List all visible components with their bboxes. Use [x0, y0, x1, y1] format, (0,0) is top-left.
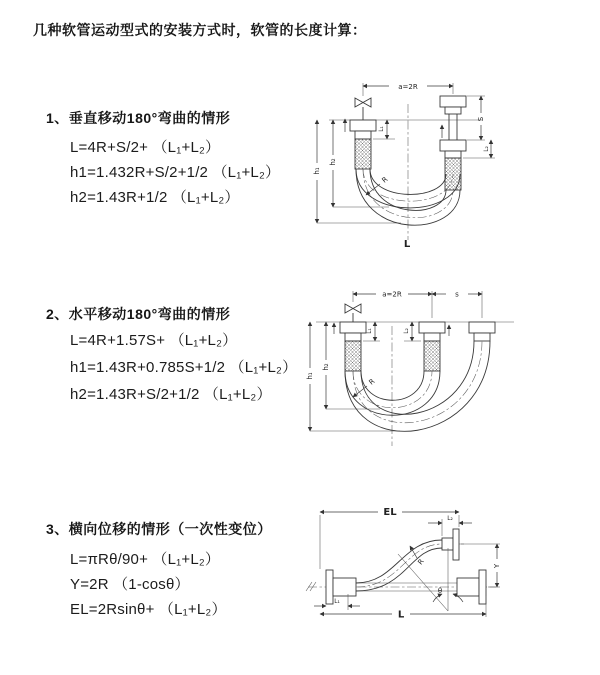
dim-label-l1: L₁ — [334, 599, 340, 605]
dim-label-r: R — [367, 377, 377, 387]
dim-label-a2r: a=2R — [398, 83, 418, 91]
dim-label-h2: h₂ — [322, 363, 330, 371]
right-fitting-displaced — [442, 529, 459, 560]
section-3-formula-L: L=πRθ/90+ （L₁+L₂） — [70, 551, 221, 568]
dim-fitting-right — [463, 140, 495, 158]
diagram-lateral-displacement — [300, 498, 600, 648]
dim-label-h1: h₁ — [313, 167, 321, 175]
diagram-horizontal-movement-180-bend — [300, 282, 596, 454]
valve-icon — [355, 98, 371, 120]
dim-label-length: L — [403, 239, 411, 250]
dim-el — [320, 507, 459, 569]
left-fitting — [350, 120, 376, 169]
right-fitting-original — [457, 570, 486, 604]
dim-fitting-mid — [404, 322, 421, 341]
dim-label-l2: L₂ — [447, 516, 453, 522]
section-1-formula-h2: h2=1.43R+1/2 （L₁+L₂） — [70, 189, 240, 206]
dim-label-r: R — [380, 175, 390, 185]
dim-stroke-s — [467, 96, 485, 140]
section-2-heading: 2、水平移动180°弯曲的情形 — [46, 306, 231, 322]
dim-label-length: L — [397, 609, 405, 621]
axis-break-icon — [306, 582, 316, 591]
left-fitting — [340, 322, 366, 371]
section-3-formula-Y: Y=2R （1-cosθ） — [70, 576, 190, 593]
dim-label-l2: L₂ — [484, 146, 490, 152]
page-title: 几种软管运动型式的安装方式时，软管的长度计算： — [33, 22, 367, 38]
right-fitting — [469, 322, 495, 341]
dim-label-h1: h₁ — [306, 372, 314, 380]
middle-fitting — [419, 322, 445, 371]
section-1-formula-h1: h1=1.432R+S/2+1/2 （L₁+L₂） — [70, 164, 281, 181]
diagram-vertical-movement-180-bend — [303, 70, 595, 260]
dim-label-s: S — [477, 116, 485, 122]
section-1-formula-L: L=4R+S/2+ （L₁+L₂） — [70, 139, 221, 156]
dim-label-l2: L₂ — [404, 328, 410, 334]
dim-label-s: s — [455, 290, 459, 299]
dim-label-y: Y — [493, 563, 501, 569]
dim-label-l1: L₁ — [367, 328, 373, 334]
section-3-formula-EL: EL=2Rsinθ+ （L₁+L₂） — [70, 601, 227, 618]
dim-label-a2r: a=2R — [382, 290, 402, 299]
valve-icon — [345, 304, 361, 322]
section-1-heading: 1、垂直移动180°弯曲的情形 — [46, 110, 231, 126]
dim-label-el: EL — [383, 507, 397, 518]
section-2-formula-L: L=4R+1.57S+ （L₁+L₂） — [70, 332, 238, 349]
dim-label-r: R — [416, 557, 426, 567]
dim-top-width — [353, 291, 482, 319]
left-fitting — [326, 570, 356, 604]
dim-top-width — [363, 83, 453, 96]
dim-label-h2: h₂ — [329, 158, 337, 166]
dim-label-l1: L₁ — [379, 126, 385, 132]
section-2-formula-h2: h2=1.43R+S/2+1/2 （L₁+L₂） — [70, 386, 272, 403]
section-2-formula-h1: h1=1.43R+0.785S+1/2 （L₁+L₂） — [70, 359, 298, 376]
dim-label-theta: θ — [437, 587, 443, 595]
section-3-heading: 3、横向位移的情形（一次性变位） — [46, 521, 272, 537]
dim-fitting-right — [428, 516, 472, 536]
